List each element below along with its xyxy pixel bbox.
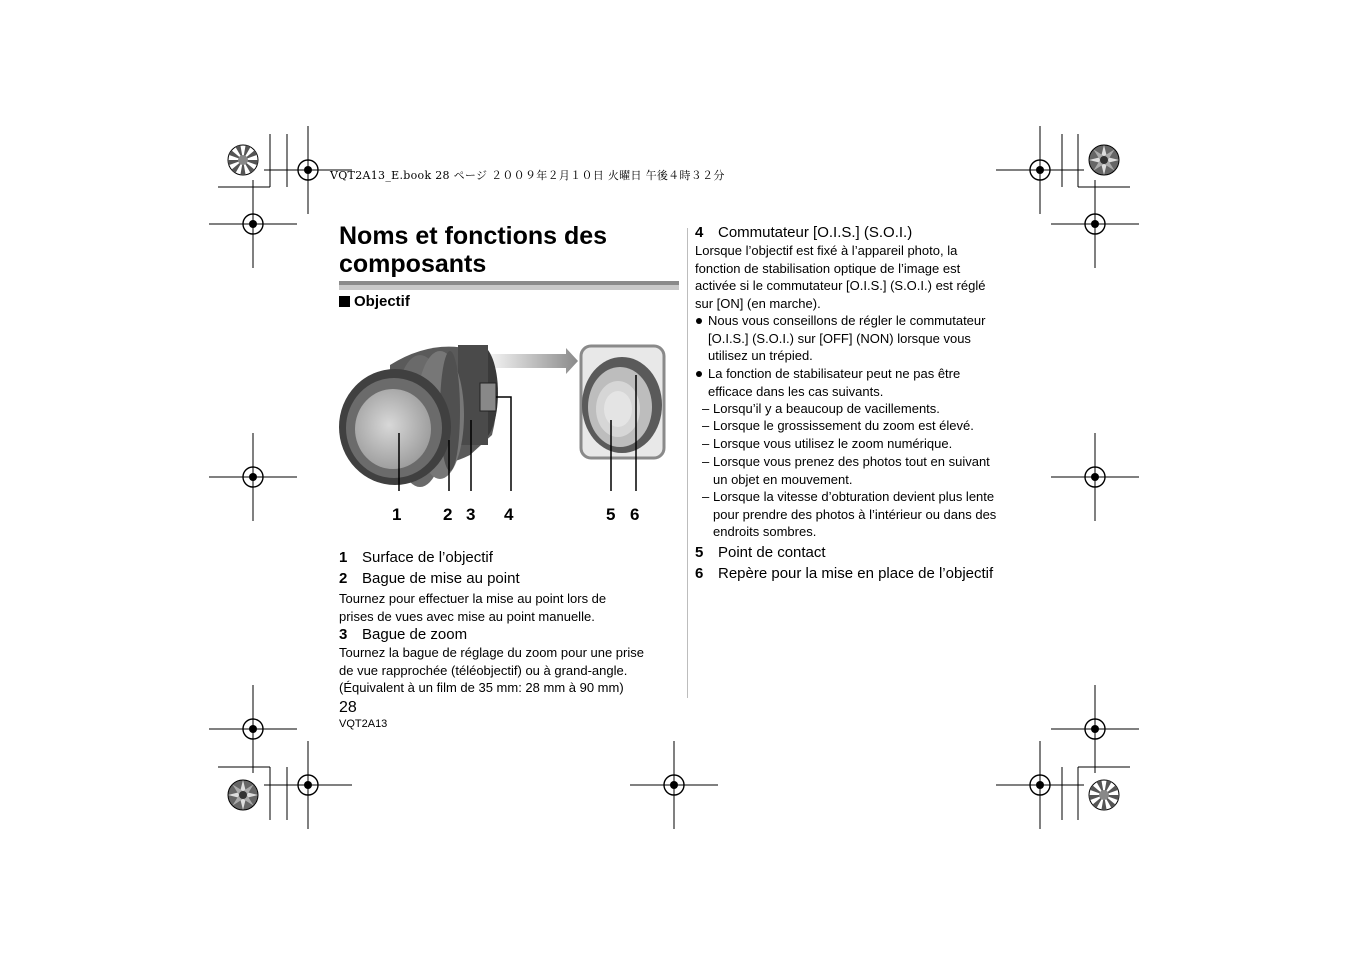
item-3: [339, 626, 467, 643]
item-2: [339, 570, 520, 587]
item-3-description: [339, 644, 684, 697]
item-label: Point de contact: [718, 544, 826, 561]
bullet-icon: [696, 318, 702, 324]
item-number: 2: [339, 570, 348, 587]
bullet-line: Nous vous conseillons de régler le commutateur: [708, 313, 986, 328]
dash-marker: –: [702, 454, 710, 469]
callout-3: 3: [466, 505, 476, 524]
bullet-item: [695, 365, 1038, 400]
desc-line: sur [ON] (en marche).: [695, 295, 821, 311]
bullet-item: [695, 312, 1038, 365]
item-5: [695, 544, 826, 561]
item-number: 4: [695, 224, 704, 241]
dash-item: [695, 435, 1038, 453]
page-title: [339, 222, 679, 278]
lens-illustration: [330, 335, 675, 505]
callout-6: 6: [630, 505, 640, 524]
dash-marker: –: [702, 418, 710, 433]
dash-marker: –: [702, 401, 710, 416]
callout-5: 5: [606, 505, 616, 524]
item-4: [695, 224, 912, 241]
title-line-1: Noms et fonctions des: [339, 222, 608, 250]
dash-line: pour prendre des photos à l’intérieur ou dans des: [713, 506, 997, 522]
dash-line: Lorsque vous prenez des photos tout en suivant: [713, 454, 990, 469]
dash-item: [695, 417, 1038, 435]
callout-4: 4: [504, 505, 514, 524]
section-heading-text: Objectif: [354, 293, 410, 310]
dash-line: Lorsque la vitesse d’obturation devient plus lente: [713, 489, 995, 504]
desc-line: Tournez pour effectuer la mise au point lors de: [339, 591, 607, 606]
bullet-line: [O.I.S.] (S.O.I.) sur [OFF] (NON) lorsque vous: [708, 330, 971, 346]
item-number: 3: [339, 626, 348, 643]
bullet-line: efficace dans les cas suivants.: [708, 383, 884, 399]
dash-marker: –: [702, 436, 710, 451]
section-heading: [339, 293, 410, 310]
print-header: VQT2A13_E.book 28 ページ ２００９年２月１０日 火曜日 午後４時３２分: [330, 169, 725, 182]
dash-line: Lorsque le grossissement du zoom est élevé.: [713, 418, 974, 433]
dash-item: [695, 488, 1038, 541]
dash-line: un objet en mouvement.: [713, 471, 853, 487]
square-bullet-icon: [339, 296, 350, 307]
dash-item: [695, 453, 1038, 488]
callout-1: 1: [392, 505, 402, 524]
item-1: [339, 549, 493, 566]
item-6: [695, 565, 993, 582]
item-number: 5: [695, 544, 704, 561]
desc-line: Tournez la bague de réglage du zoom pour une prise: [339, 645, 644, 660]
desc-line: (Équivalent à un film de 35 mm: 28 mm à 90 mm): [339, 680, 624, 695]
page-number: 28: [339, 699, 357, 716]
item-label: Commutateur [O.I.S.] (S.O.I.): [718, 224, 913, 241]
desc-line: de vue rapprochée (téléobjectif) ou à grand-angle.: [339, 662, 628, 678]
item-label: Bague de zoom: [362, 626, 468, 643]
title-rule: [339, 281, 679, 290]
bullet-icon: [696, 371, 702, 377]
title-line-2: composants: [339, 250, 487, 278]
item-number: 6: [695, 565, 704, 582]
item-number: 1: [339, 549, 348, 566]
desc-line: fonction de stabilisation optique de l’image est: [695, 260, 961, 276]
bullet-line: La fonction de stabilisateur peut ne pas être: [708, 366, 961, 381]
column-divider: [687, 228, 688, 698]
desc-line: Lorsque l’objectif est fixé à l’appareil photo, la: [695, 243, 958, 258]
desc-line: prises de vues avec mise au point manuelle.: [339, 608, 595, 624]
dash-line: Lorsque vous utilisez le zoom numérique.: [713, 436, 953, 451]
item-label: Repère pour la mise en place de l’objectif: [718, 565, 994, 582]
dash-line: endroits sombres.: [713, 524, 817, 539]
callout-2: 2: [443, 505, 453, 524]
dash-line: Lorsqu’il y a beaucoup de vacillements.: [713, 401, 940, 416]
item-4-description: [695, 242, 1040, 312]
desc-line: activée si le commutateur [O.I.S.] (S.O.I.) est réglé: [695, 278, 986, 293]
item-2-description: [339, 590, 684, 625]
dash-marker: –: [702, 489, 710, 504]
dash-item: [695, 400, 1038, 418]
item-label: Bague de mise au point: [362, 570, 520, 587]
item-label: Surface de l’objectif: [362, 549, 493, 566]
bullet-line: utilisez un trépied.: [708, 348, 813, 363]
document-code: VQT2A13: [339, 718, 388, 730]
